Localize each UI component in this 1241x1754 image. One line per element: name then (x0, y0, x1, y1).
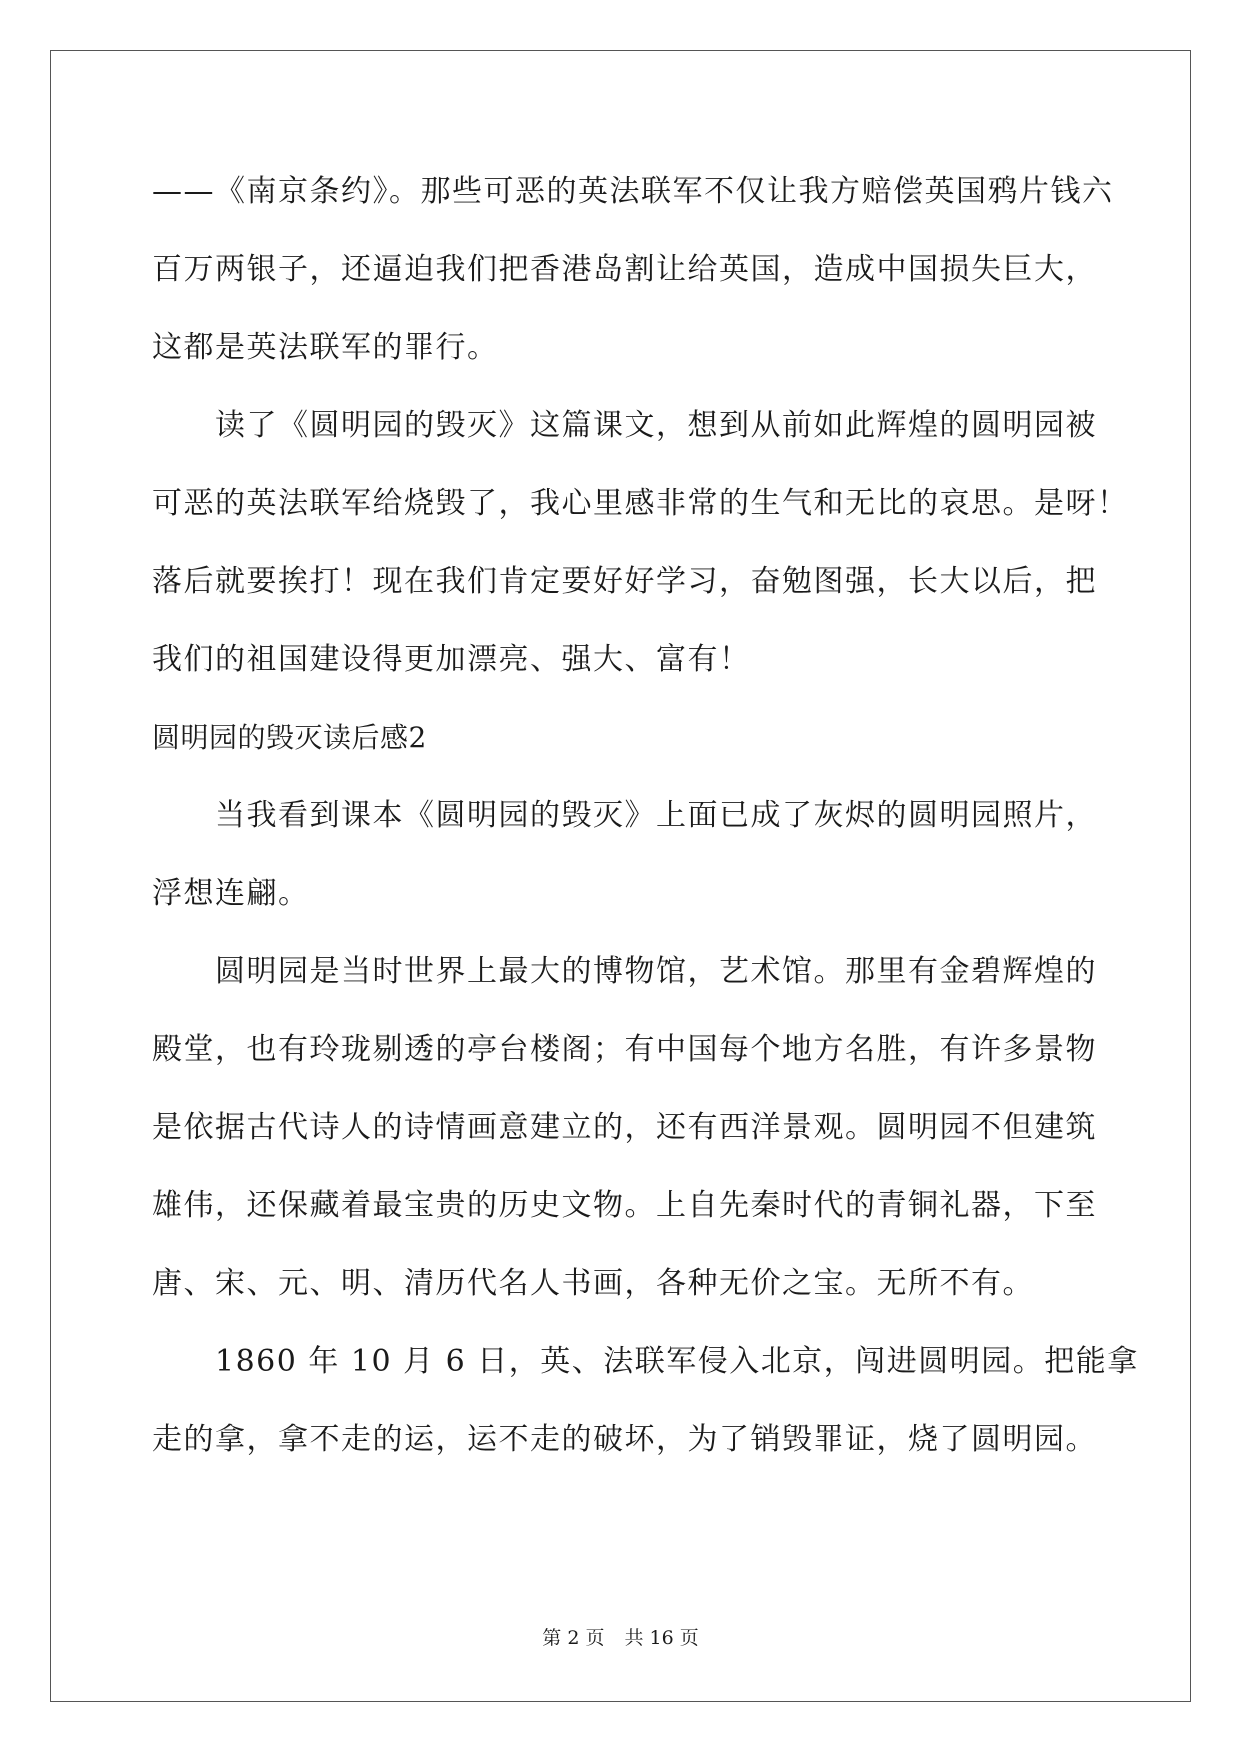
page-number: 第 2 页 (542, 1627, 605, 1649)
text-line: 当我看到课本《圆明园的毁灭》上面已成了灰烬的圆明园照片， (215, 798, 1097, 833)
text-line: 雄伟，还保藏着最宝贵的历史文物。上自先秦时代的青铜礼器，下至 (152, 1188, 1097, 1223)
text-line: ——《南京条约》。那些可恶的英法联军不仅让我方赔偿英国鸦片钱六 (152, 174, 1114, 209)
text-line: 殿堂，也有玲珑剔透的亭台楼阁；有中国每个地方名胜，有许多景物 (152, 1032, 1097, 1067)
text-line: 是依据古代诗人的诗情画意建立的，还有西洋景观。圆明园不但建筑 (152, 1110, 1097, 1145)
page-footer (0, 1623, 1241, 1650)
section-heading: 圆明园的毁灭读后感2 (152, 721, 427, 754)
document-body (152, 165, 1139, 1491)
text-line: 浮想连翩。 (152, 876, 310, 911)
text-line: 唐、宋、元、明、清历代名人书画，各种无价之宝。无所不有。 (152, 1266, 1034, 1301)
text-line: 圆明园是当时世界上最大的博物馆，艺术馆。那里有金碧辉煌的 (215, 954, 1097, 989)
text-line: 百万两银子，还逼迫我们把香港岛割让给英国，造成中国损失巨大， (152, 252, 1097, 287)
text-line: 走的拿，拿不走的运，运不走的破坏，为了销毁罪证，烧了圆明园。 (152, 1422, 1097, 1457)
text-line: 这都是英法联军的罪行。 (152, 330, 499, 365)
page-total: 共 16 页 (624, 1627, 699, 1649)
text-line: 读了《圆明园的毁灭》这篇课文，想到从前如此辉煌的圆明园被 (215, 408, 1097, 443)
text-line: 可恶的英法联军给烧毁了，我心里感非常的生气和无比的哀思。是呀！ (152, 486, 1129, 521)
text-line: 我们的祖国建设得更加漂亮、强大、富有！ (152, 642, 751, 677)
text-line: 1860 年 10 月 6 日，英、法联军侵入北京，闯进圆明园。把能拿 (215, 1344, 1139, 1379)
text-line: 落后就要挨打！现在我们肯定要好好学习，奋勉图强，长大以后，把 (152, 564, 1097, 599)
